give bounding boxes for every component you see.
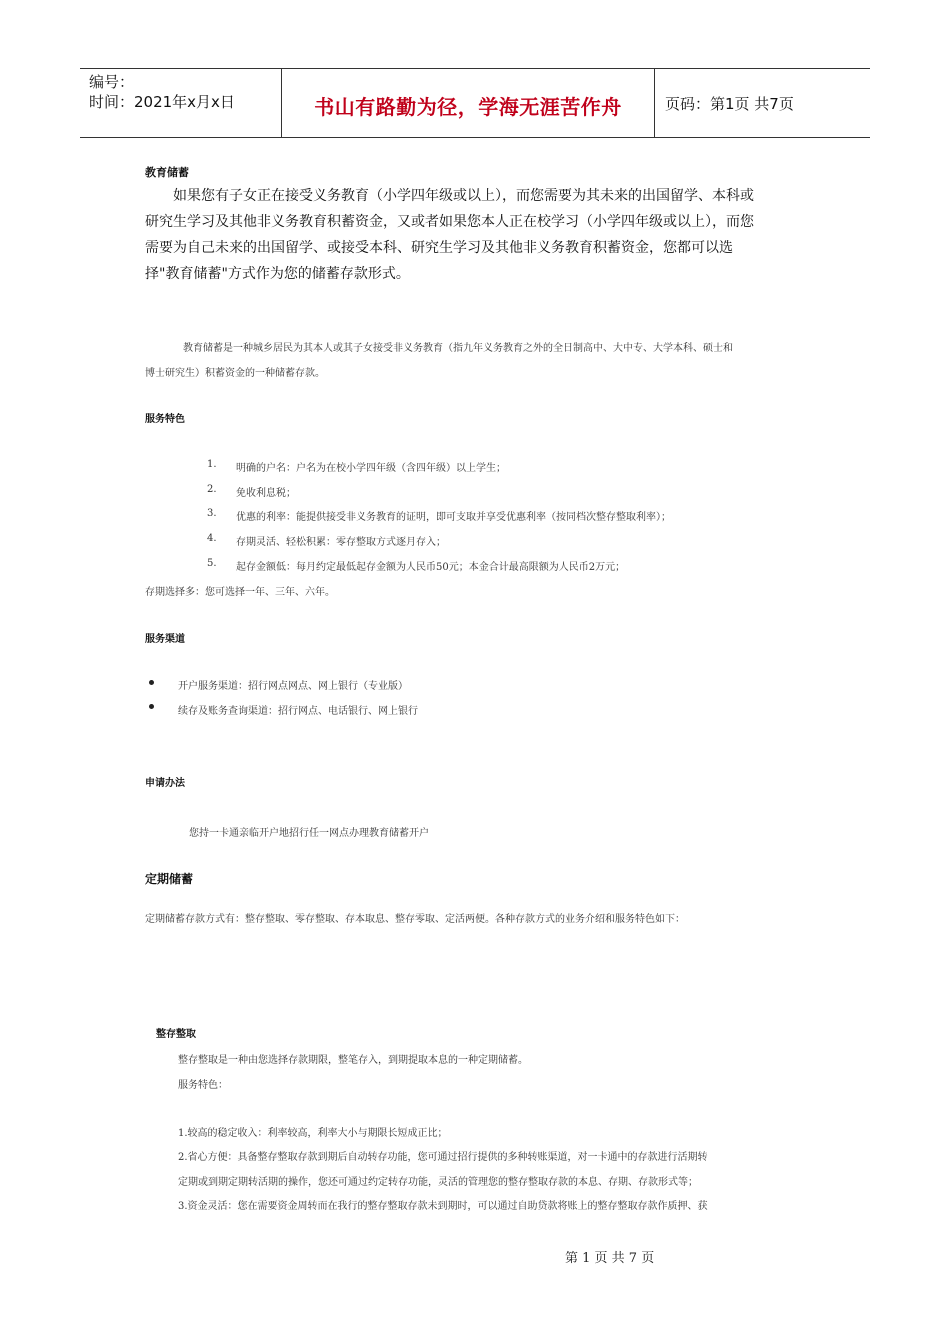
- edu-intro-line-3: 需要为自己未来的出国留学、或接受本科、研究生学习及其他非义务教育积蓄资金，您都可以选: [145, 240, 733, 256]
- fixed-title: 定期储蓄: [145, 872, 194, 886]
- edu-intro-line-4: 择"教育储蓄"方式作为您的储蓄存款形式。: [145, 266, 410, 282]
- lump-sum-features-label: 服务特色：: [178, 1080, 228, 1091]
- header-left-cell: [80, 69, 282, 137]
- lump-sum-line-4: 3.资金灵活：您在需要资金周转而在我行的整存整取存款未到期时，可以通过自助贷款将账上的整存整取存款作质押、获: [178, 1201, 708, 1212]
- edu-title: 教育储蓄: [145, 166, 189, 179]
- feature-num-5: 5.: [207, 558, 217, 569]
- fixed-intro: 定期储蓄存款方式有：整存整取、零存整取、存本取息、整存零取、定活两便。各种存款方式的业务介绍和服务特色如下：: [145, 914, 685, 925]
- lump-sum-line-1: 1.较高的稳定收入：利率较高，利率大小与期限长短成正比；: [178, 1128, 448, 1139]
- lump-sum-line-2: 2.省心方便：具备整存整取存款到期后自动转存功能，您可通过招行提供的多种转账渠道，对一卡通中的存款进行活期转: [178, 1152, 708, 1163]
- features-title: 服务特色: [145, 414, 185, 425]
- bullet-icon: [149, 704, 154, 709]
- edu-definition-line-1: 教育储蓄是一种城乡居民为其本人或其子女接受非义务教育（指九年义务教育之外的全日制高中、大中专、大学本科、硕士和: [183, 343, 733, 354]
- motto: 书山有路勤为径，学海无涯苦作舟: [314, 95, 622, 119]
- term-choice: 存期选择多：您可选择一年、三年、六年。: [145, 587, 335, 598]
- header-table: [80, 68, 870, 138]
- header-right-cell: [655, 69, 870, 137]
- page-footer: 第 1 页 共 7 页: [565, 1251, 655, 1266]
- edu-definition-line-2: 博士研究生）积蓄资金的一种储蓄存款。: [145, 368, 325, 379]
- feature-text-5: 起存金额低：每月约定最低起存金额为人民币50元；本金合计最高限额为人民币2万元；: [236, 562, 626, 573]
- edu-intro-line-2: 研究生学习及其他非义务教育积蓄资金，又或者如果您本人正在校学习（小学四年级或以上），而您: [145, 214, 754, 230]
- lump-sum-desc: 整存整取是一种由您选择存款期限，整笔存入，到期提取本息的一种定期储蓄。: [178, 1055, 528, 1066]
- feature-text-3: 优惠的利率：能提供接受非义务教育的证明，即可支取并享受优惠利率（按同档次整存整取利率）；: [236, 512, 671, 523]
- lump-sum-line-3: 定期或到期定期转活期的操作，您还可通过约定转存功能，灵活的管理您的整存整取存款的本息、存期、存款形式等；: [178, 1177, 698, 1188]
- apply-text: 您持一卡通亲临开户地招行任一网点办理教育储蓄开户: [189, 828, 429, 839]
- edu-intro-line-1: 如果您有子女正在接受义务教育（小学四年级或以上），而您需要为其未来的出国留学、本科或: [173, 188, 754, 204]
- channel-item-2: 续存及账务查询渠道：招行网点、电话银行、网上银行: [178, 706, 418, 717]
- channel-item-1: 开户服务渠道：招行网点网点、网上银行（专业版）: [178, 681, 408, 692]
- apply-title: 申请办法: [145, 778, 185, 789]
- page-label: 页码：第1页 共7页: [665, 95, 794, 113]
- feature-num-1: 1.: [207, 459, 217, 470]
- feature-num-4: 4.: [207, 533, 217, 544]
- feature-text-2: 免收利息税；: [236, 488, 296, 499]
- header-middle-cell: [282, 69, 655, 137]
- number-label: 编号：: [89, 73, 135, 91]
- bullet-icon: [149, 680, 154, 685]
- time-label: 时间：2021年x月x日: [89, 93, 235, 111]
- feature-text-1: 明确的户名：户名为在校小学四年级（含四年级）以上学生；: [236, 463, 506, 474]
- feature-num-2: 2.: [207, 484, 217, 495]
- lump-sum-title: 整存整取: [156, 1029, 196, 1040]
- channels-title: 服务渠道: [145, 634, 185, 645]
- feature-num-3: 3.: [207, 508, 217, 519]
- feature-text-4: 存期灵活、轻松积累：零存整取方式逐月存入；: [236, 537, 446, 548]
